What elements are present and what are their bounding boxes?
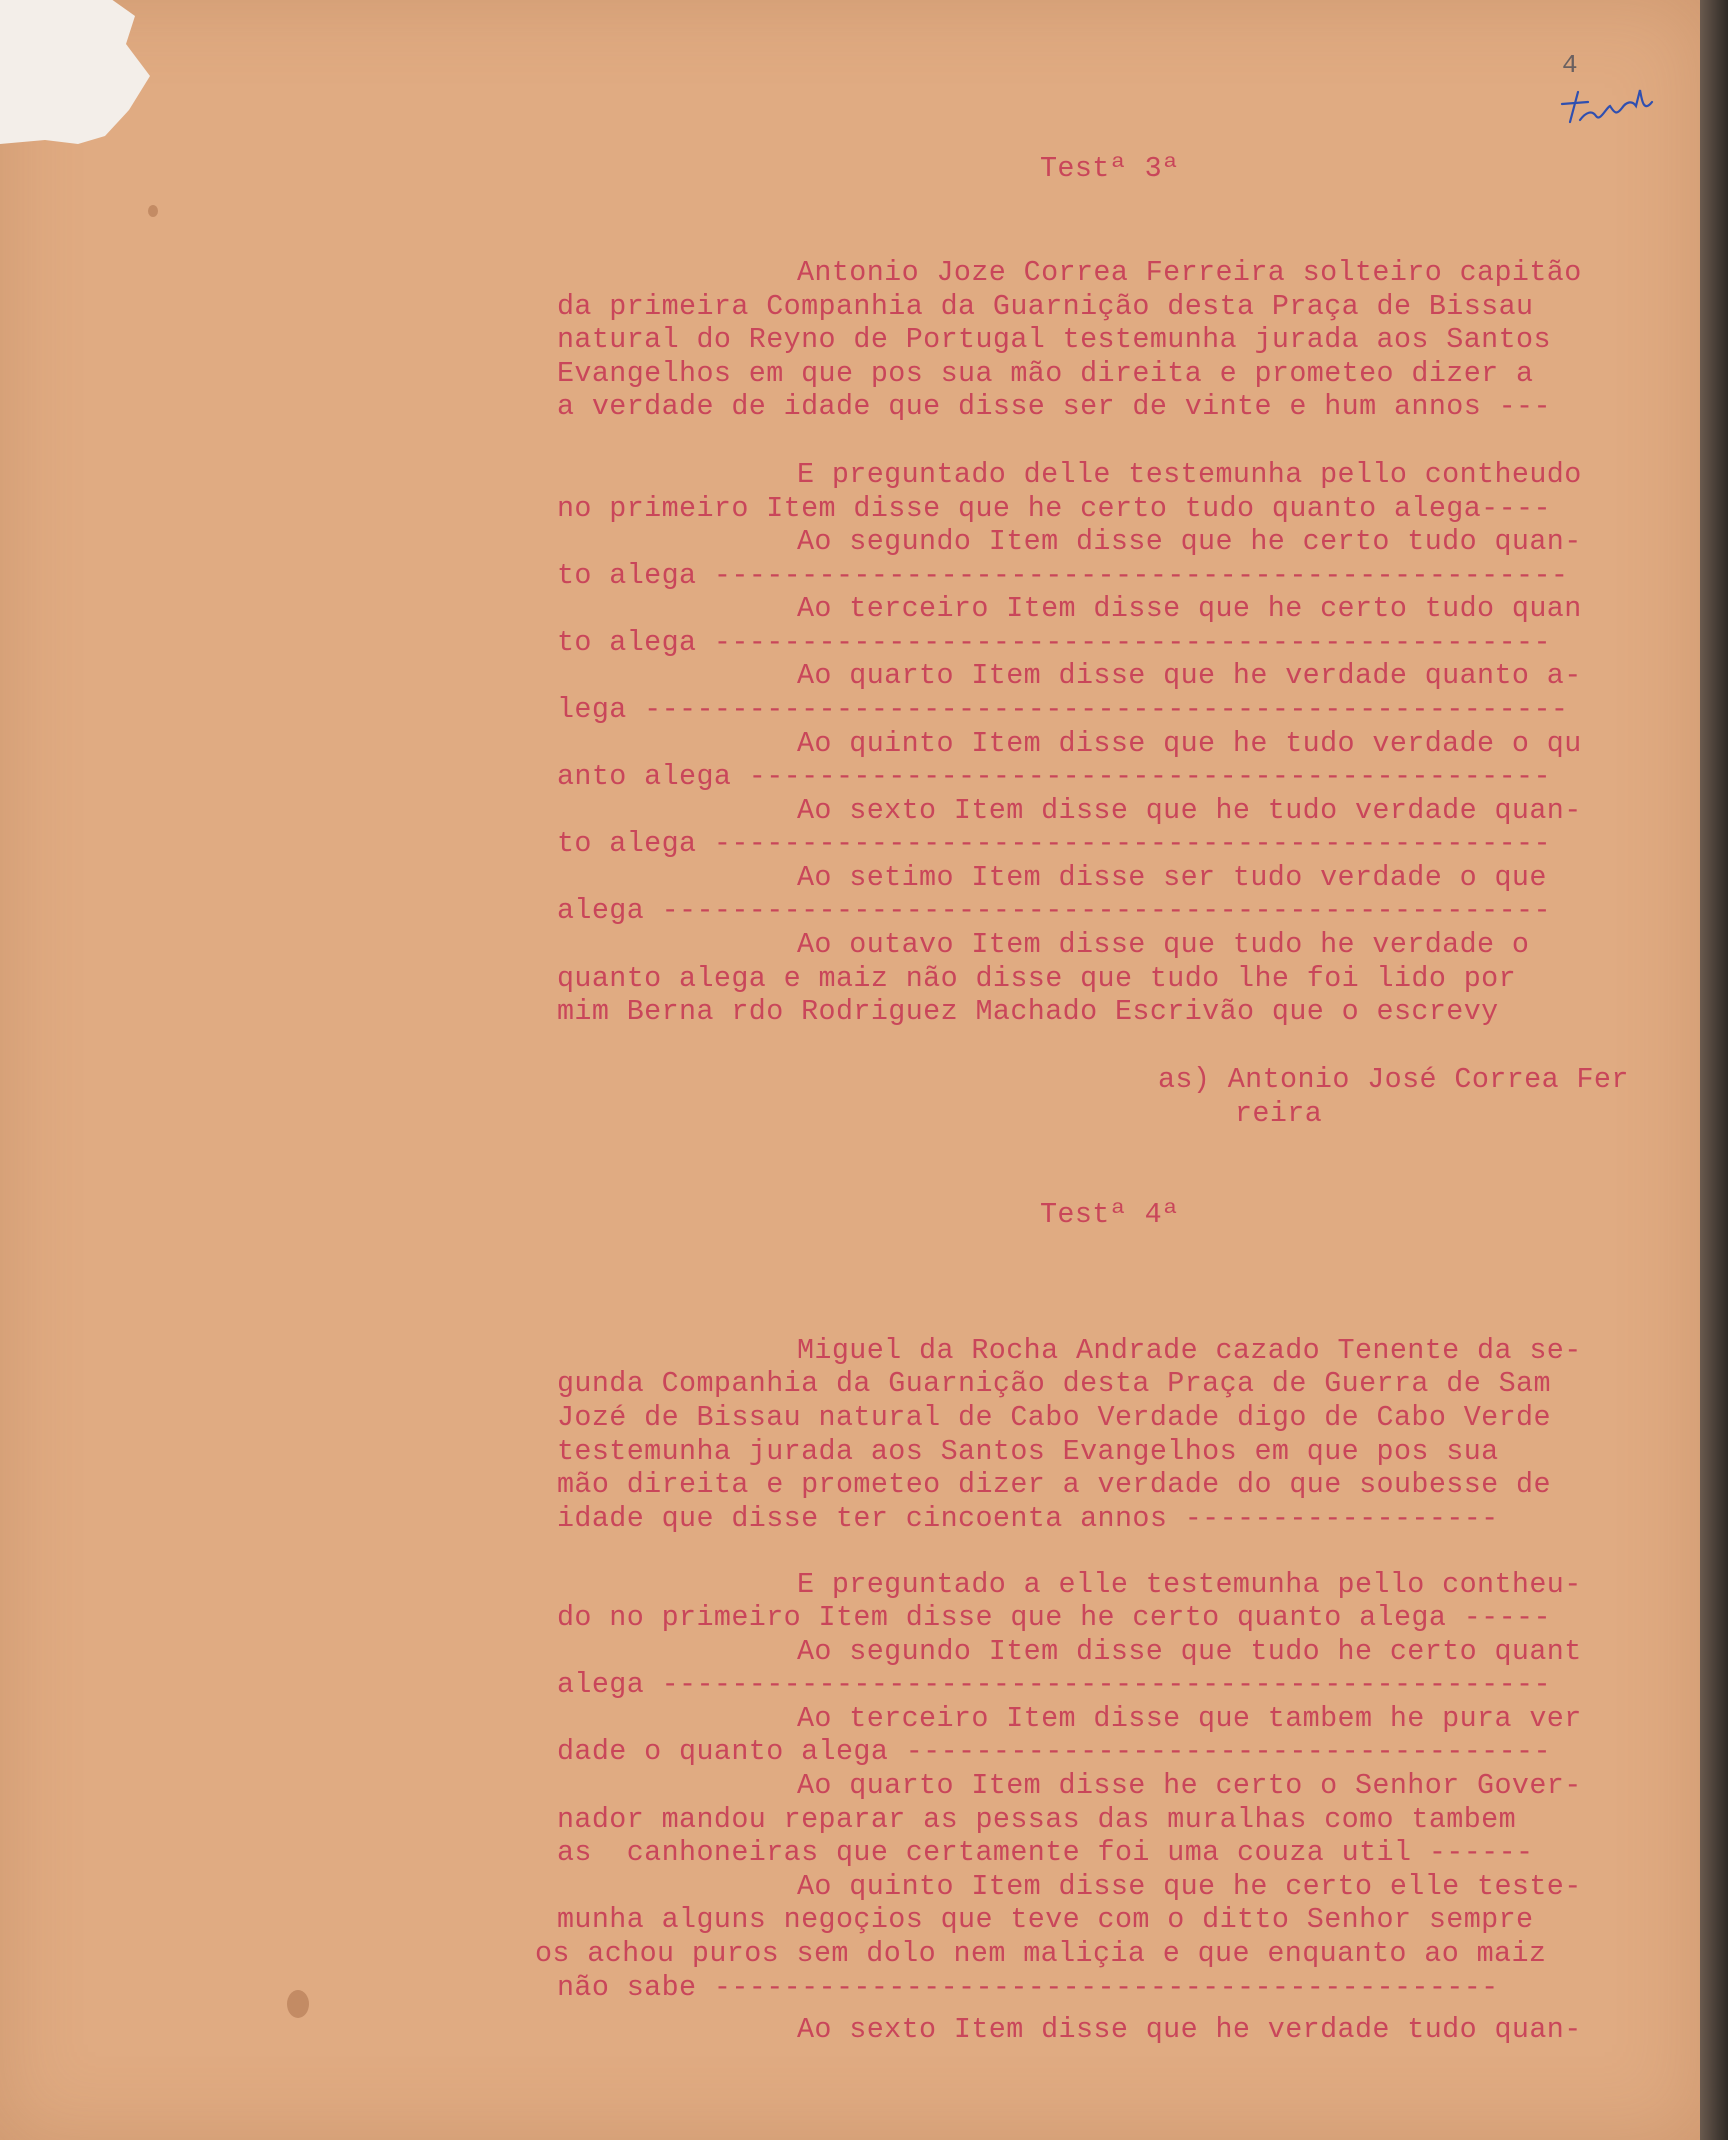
heading-testimony-4: Testª 4ª — [1040, 1198, 1180, 1231]
witness-4-line: Ao segundo Item disse que tudo he certo quant — [797, 1635, 1582, 1668]
witness-3-line: quanto alega e maiz não disse que tudo lhe foi lido por — [557, 962, 1517, 995]
witness-3-line: natural do Reyno de Portugal testemunha jurada aos Santos — [557, 323, 1551, 356]
witness-3-line: anto alega ---------------------------------------------- — [557, 760, 1551, 793]
witness-3-line: lega ----------------------------------------------------- — [557, 693, 1569, 726]
witness-4-line: Ao sexto Item disse que he verdade tudo quan- — [797, 2013, 1582, 2046]
witness-3-line: to alega ------------------------------------------------ — [557, 827, 1551, 860]
witness-3-line: Ao sexto Item disse que he tudo verdade quan- — [797, 794, 1582, 827]
witness-3-line: to alega ------------------------------------------------- — [557, 559, 1569, 592]
witness-3-line: a verdade de idade que disse ser de vinte e hum annos --- — [557, 390, 1551, 423]
witness-3-line: Ao quinto Item disse que he tudo verdade o qu — [797, 727, 1582, 760]
witness-4-line: dade o quanto alega ------------------------------------- — [557, 1735, 1551, 1768]
witness-3-signature: as) Antonio José Correa Fer — [1158, 1063, 1629, 1096]
witness-4-line: nador mandou reparar as pessas das muralhas como tambem — [557, 1803, 1517, 1836]
witness-3-signature: reira — [1235, 1097, 1323, 1130]
witness-3-line: alega --------------------------------------------------- — [557, 894, 1551, 927]
witness-4-line: Ao quinto Item disse que he certo elle teste- — [797, 1870, 1582, 1903]
witness-4-line: idade que disse ter cincoenta annos ------------------ — [557, 1502, 1499, 1535]
witness-4-line: Jozé de Bissau natural de Cabo Verdade digo de Cabo Verde — [557, 1401, 1551, 1434]
witness-4-line: não sabe --------------------------------------------- — [557, 1971, 1499, 2004]
witness-4-line: gunda Companhia da Guarnição desta Praça de Guerra de Sam — [557, 1367, 1551, 1400]
witness-3-line: Ao setimo Item disse ser tudo verdade o que — [797, 861, 1547, 894]
witness-3-line: E preguntado delle testemunha pello contheudo — [797, 458, 1582, 491]
witness-4-line: os achou puros sem dolo nem maliçia e que enquanto ao maiz — [535, 1937, 1547, 1970]
witness-4-line: E preguntado a elle testemunha pello contheu- — [797, 1568, 1582, 1601]
witness-4-line: do no primeiro Item disse que he certo quanto alega ----- — [557, 1601, 1551, 1634]
heading-testimony-3: Testª 3ª — [1040, 152, 1180, 185]
witness-4-line: munha alguns negoçios que teve com o ditto Senhor sempre — [557, 1903, 1534, 1936]
witness-3-line: Ao terceiro Item disse que he certo tudo quan — [797, 592, 1582, 625]
witness-3-line: da primeira Companhia da Guarnição desta Praça de Bissau — [557, 290, 1534, 323]
witness-4-line: Miguel da Rocha Andrade cazado Tenente da se- — [797, 1334, 1582, 1367]
witness-3-line: mim Berna rdo Rodriguez Machado Escrivão que o escrevy — [557, 995, 1499, 1028]
witness-4-line: testemunha jurada aos Santos Evangelhos em que pos sua — [557, 1435, 1499, 1468]
witness-3-line: to alega ------------------------------------------------ — [557, 626, 1551, 659]
witness-4-line: Ao terceiro Item disse que tambem he pura ver — [797, 1702, 1582, 1735]
witness-3-line: Ao segundo Item disse que he certo tudo quan- — [797, 525, 1582, 558]
witness-3-line: Antonio Joze Correa Ferreira solteiro capitão — [797, 256, 1582, 289]
witness-4-line: mão direita e prometeo dizer a verdade do que soubesse de — [557, 1468, 1551, 1501]
witness-3-line: Ao quarto Item disse que he verdade quanto a- — [797, 659, 1582, 692]
witness-3-line: Ao outavo Item disse que tudo he verdade o — [797, 928, 1530, 961]
page-edge-shadow — [1700, 0, 1728, 2140]
page-number: 4 — [1562, 50, 1578, 80]
witness-3-line: Evangelhos em que pos sua mão direita e prometeo dizer a — [557, 357, 1534, 390]
witness-4-line: alega --------------------------------------------------- — [557, 1668, 1551, 1701]
witness-4-line: as canhoneiras que certamente foi uma couza util ------ — [557, 1836, 1534, 1869]
witness-4-line: Ao quarto Item disse he certo o Senhor Gover- — [797, 1769, 1582, 1802]
witness-3-line: no primeiro Item disse que he certo tudo quanto alega---- — [557, 492, 1551, 525]
